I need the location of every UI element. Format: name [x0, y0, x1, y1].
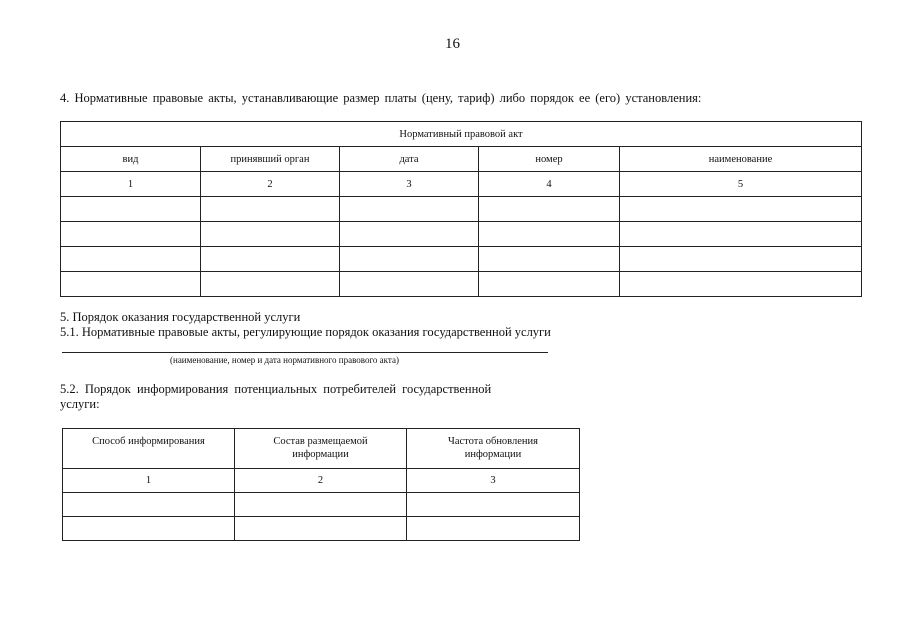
column-number: 3 — [340, 172, 479, 197]
column-header: принявший орган — [201, 147, 340, 172]
fill-in-line — [62, 352, 548, 353]
column-number: 2 — [201, 172, 340, 197]
table-cell — [479, 197, 620, 222]
section-5-1-heading: 5.1. Нормативные правовые акты, регулирующие порядок оказания государственной услуги — [60, 325, 551, 339]
table-row — [61, 222, 862, 247]
fill-in-caption: (наименование, номер и дата нормативного правового акта) — [170, 355, 399, 365]
table-cell — [479, 222, 620, 247]
table-cell — [201, 222, 340, 247]
table-cell — [407, 493, 580, 517]
column-number: 5 — [620, 172, 862, 197]
table-cell — [620, 222, 862, 247]
column-header: вид — [61, 147, 201, 172]
section-5-2-heading: 5.2. Порядок информирования потенциальных потребителей государственной услуги: — [60, 382, 492, 411]
table-row — [63, 493, 580, 517]
table-header-row — [63, 429, 580, 469]
column-header: дата — [340, 147, 479, 172]
table-cell — [201, 247, 340, 272]
table-cell — [61, 247, 201, 272]
column-number: 3 — [407, 469, 580, 493]
table-cell — [479, 272, 620, 297]
column-header: номер — [479, 147, 620, 172]
table-number-row — [63, 469, 580, 493]
table-cell — [63, 493, 235, 517]
column-header: Состав размещаемой информации — [235, 429, 407, 469]
regulatory-acts-table — [60, 121, 862, 297]
column-number: 2 — [235, 469, 407, 493]
table-cell — [340, 222, 479, 247]
table-cell — [620, 247, 862, 272]
table-row — [61, 197, 862, 222]
column-number: 1 — [63, 469, 235, 493]
table-cell — [340, 247, 479, 272]
table-header-row — [61, 147, 862, 172]
table-cell — [235, 493, 407, 517]
table-cell — [479, 247, 620, 272]
table-cell — [235, 517, 407, 541]
page-number: 16 — [445, 36, 460, 52]
table-cell — [620, 197, 862, 222]
table-cell — [201, 197, 340, 222]
column-number: 4 — [479, 172, 620, 197]
table-row — [63, 517, 580, 541]
column-header: Способ информирования — [63, 429, 235, 469]
table-row — [61, 247, 862, 272]
table-number-row — [61, 172, 862, 197]
table-group-header: Нормативный правовой акт — [61, 122, 862, 147]
table-cell — [340, 197, 479, 222]
table-cell — [61, 272, 201, 297]
informing-table — [62, 428, 580, 541]
section-4-heading: 4. Нормативные правовые акты, устанавливающие размер платы (цену, тариф) либо порядок ее (его) установления: — [60, 91, 702, 105]
table-cell — [620, 272, 862, 297]
column-header: наименование — [620, 147, 862, 172]
table-cell — [63, 517, 235, 541]
table-cell — [201, 272, 340, 297]
column-header: Частота обновления информации — [407, 429, 580, 469]
table-cell — [61, 222, 201, 247]
table-cell — [61, 197, 201, 222]
column-number: 1 — [61, 172, 201, 197]
table-cell — [407, 517, 580, 541]
section-5-heading: 5. Порядок оказания государственной услуги — [60, 310, 301, 324]
table-cell — [340, 272, 479, 297]
table-row — [61, 272, 862, 297]
